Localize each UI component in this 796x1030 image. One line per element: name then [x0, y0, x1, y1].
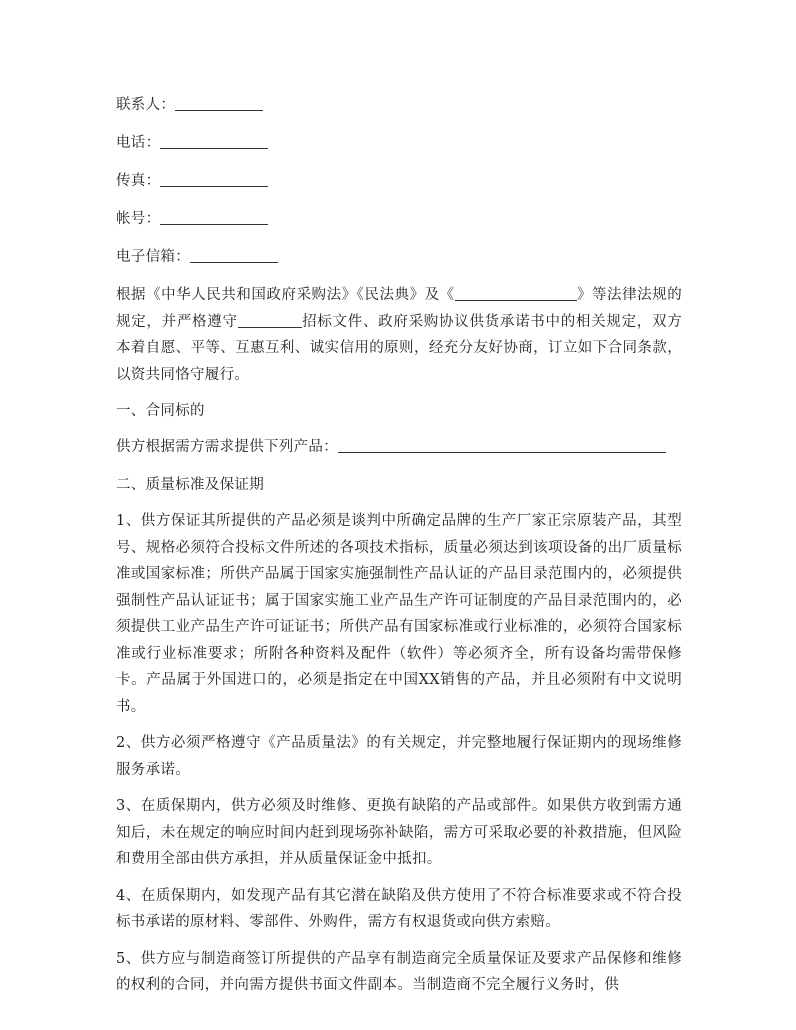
intro-paragraph: [116, 282, 682, 388]
email-blank[interactable]: [190, 246, 278, 263]
fax-blank[interactable]: [160, 170, 268, 187]
supply-products-label: 供方根据需方需求提供下列产品：: [116, 439, 338, 455]
clause-paragraph: 2、供方必须严格遵守《产品质量法》的有关规定，并完整地履行保证期内的现场维修服务承诺。: [116, 735, 682, 778]
account-field: [116, 206, 682, 232]
section-heading-quality: 二、质量标准及保证期: [116, 477, 264, 493]
entity-blank[interactable]: [238, 311, 302, 328]
clause-paragraph: 4、在质保期内，如发现产品有其它潜在缺陷及供方使用了不符合标准要求或不符合投标书承诺的原材料、零部件、外购件，需方有权退货或向供方索赔。: [116, 887, 682, 930]
email-field: [116, 244, 682, 270]
intro-text-3: 招标文件、政府采购协议供货承诺书中的相关规定，双方本着自愿、平等、互惠互利、诚实信用的原则，经充分友好协商，订立如下合同条款，以资共同恪守履行。: [116, 313, 682, 383]
phone-label: 电话：: [116, 135, 161, 151]
phone-field: [116, 130, 682, 156]
contact-person-blank[interactable]: [175, 94, 263, 111]
account-label: 帐号：: [116, 211, 161, 227]
supply-products-field: [116, 434, 682, 460]
intro-text-1: 根据《中华人民共和国政府采购法》《民法典》及《: [116, 287, 455, 303]
clause-paragraph: 3、在质保期内，供方必须及时维修、更换有缺陷的产品或部件。如果供方收到需方通知后，未在规定的响应时间内赶到现场弥补缺陷，需方可采取必要的补救措施，但风险和费用全部由供方承担，并从质量保证金中抵扣。: [116, 798, 682, 867]
clause-paragraph: 1、供方保证其所提供的产品必须是谈判中所确定品牌的生产厂家正宗原装产品，其型号、规格必须符合投标文件所述的各项技术指标，质量必须达到该项设备的出厂质量标准或国家标准；所供产品属于国家实施强制性产品认证的产品目录范围内的，必须提供强制性产品认证证书；属于国家实施工业产品生产许可证制度的产品目录范围内的，必须提供工业产品生产许可证证书；所供产品有国家标准或行业标准的，必须符合国家标准或行业标准要求；所附各种资料及配件（软件）等必须齐全，所有设备均需带保修卡。产品属于外国进口的，必须是指定在中国XX销售的产品，并且必须附有中文说明书。: [116, 513, 682, 715]
intro-text-2: 》等法律法规的规定，并严格遵守: [116, 287, 682, 330]
email-label: 电子信箱：: [116, 249, 190, 265]
section-heading-contract-subject: 一、合同标的: [116, 403, 205, 419]
document-page: [116, 92, 682, 1009]
law-title-blank[interactable]: [455, 284, 577, 301]
clause-paragraph: 5、供方应与制造商签订所提供的产品享有制造商完全质量保证及要求产品保修和维修的权利的合同，并向需方提供书面文件副本。当制造商不完全履行义务时，供: [116, 950, 682, 993]
phone-blank[interactable]: [160, 132, 268, 149]
fax-field: [116, 168, 682, 194]
account-blank[interactable]: [160, 208, 268, 225]
supply-products-blank[interactable]: [338, 436, 666, 453]
contact-person-field: [116, 92, 682, 118]
fax-label: 传真：: [116, 173, 161, 189]
contact-person-label: 联系人：: [116, 97, 176, 113]
